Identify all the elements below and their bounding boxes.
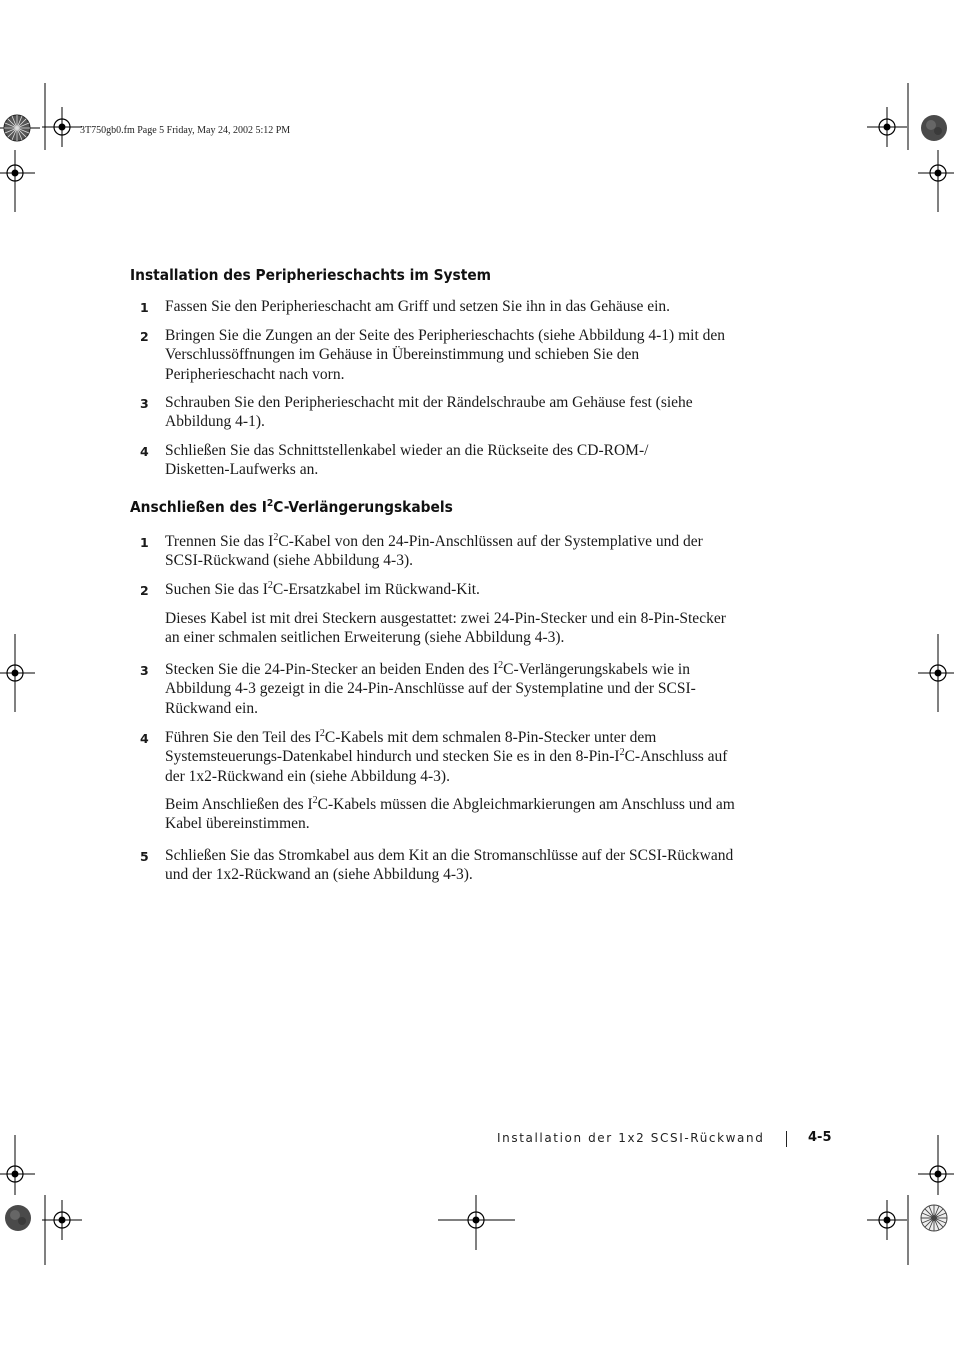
- step-number: 5: [140, 849, 149, 864]
- step-text: Fassen Sie den Peripherieschacht am Griff und setzen Sie ihn in das Gehäuse ein.: [165, 298, 671, 315]
- step-number: 2: [140, 583, 149, 598]
- step-item: [140, 660, 740, 718]
- step-text: Trennen Sie das $I^2C$-Kabel von den 24-Pin-Anschlüssen auf der Systemplative und der SCSI-Rückwand (siehe Abbildung 4-3).: [165, 531, 703, 570]
- step-item: [140, 532, 740, 571]
- step-item: [140, 846, 740, 885]
- step-text: Bringen Sie die Zungen an der Seite des Peripherieschachts (siehe Abbildung 4-1) mit den Verschlussöffnungen im Gehäuse in Übereinstimmung und schieben Sie den Peripherieschacht nach vorn.: [165, 327, 726, 383]
- step-number: 3: [140, 663, 149, 678]
- step-item: [140, 580, 740, 599]
- step-text-line: Schließen Sie das Schnittstellenkabel wieder an die Rückseite des CD-ROM-/: [165, 442, 649, 459]
- step-number: 3: [140, 396, 149, 411]
- step-text: Suchen Sie das $I^2C$-Ersatzkabel im Rückwand-Kit.: [165, 579, 480, 598]
- step-item: [140, 297, 740, 316]
- step-text: Schrauben Sie den Peripherieschacht mit der Rändelschraube am Gehäuse fest (siehe Abbildung 4-1).: [165, 394, 693, 431]
- step-text: Stecken Sie die 24-Pin-Stecker an beiden Enden des $I^2C$-Verlängerungskabels wie in Abbildung 4-3 gezeigt in die 24-Pin-Anschlüsse auf der Systemplatine und der SCSI-Rückwand ein.: [165, 659, 696, 717]
- step-text-line: Disketten-Laufwerks an.: [165, 461, 319, 479]
- step-note: Beim Anschließen des $I^2C$-Kabels müssen die Abgleichmarkierungen am Anschluss und am Kabel übereinstimmen.: [165, 794, 735, 833]
- section-heading-peripheral-bay: Installation des Peripherieschachts im System: [130, 266, 492, 284]
- step-number: 4: [140, 731, 149, 746]
- step-number: 1: [140, 300, 149, 315]
- step-text: Führen Sie den Teil des $I^2C$-Kabels mit dem schmalen 8-Pin-Stecker unter dem Systemsteuerungs-Datenkabel hindurch und stecken Sie es in den $8-Pin-I^2C$-Anschluss auf der 1x2-Rückwand ein (siehe Abbildung 4-3).: [165, 727, 728, 785]
- footer-divider: [786, 1131, 787, 1147]
- file-slug: 3T750gb0.fm Page 5 Friday, May 24, 2002 5:12 PM: [80, 125, 291, 136]
- step-number: 2: [140, 329, 149, 344]
- step-item: [140, 326, 740, 384]
- step-text: Schließen Sie das Stromkabel aus dem Kit an die Stromanschlüsse auf der SCSI-Rückwand und der 1x2-Rückwand an (siehe Abbildung 4-3).: [165, 847, 734, 884]
- step-text: [165, 441, 740, 480]
- step-number: 1: [140, 535, 149, 550]
- step-number: 4: [140, 444, 149, 459]
- footer-chapter-title: Installation der 1x2 SCSI-Rückwand: [497, 1131, 765, 1145]
- step-note: Dieses Kabel ist mit drei Steckern ausgestattet: zwei 24-Pin-Stecker und ein 8-Pin-Stecker an einer schmalen seitlichen Erweiterung (siehe Abbildung 4-3).: [165, 610, 726, 647]
- step-item: [140, 728, 740, 786]
- page-number: 4-5: [808, 1130, 832, 1145]
- step-item: [140, 441, 740, 480]
- step-item: [140, 393, 740, 432]
- section-heading-i2c-cable: Anschließen des $I^2C$-Verlängerungskabels: [130, 498, 453, 516]
